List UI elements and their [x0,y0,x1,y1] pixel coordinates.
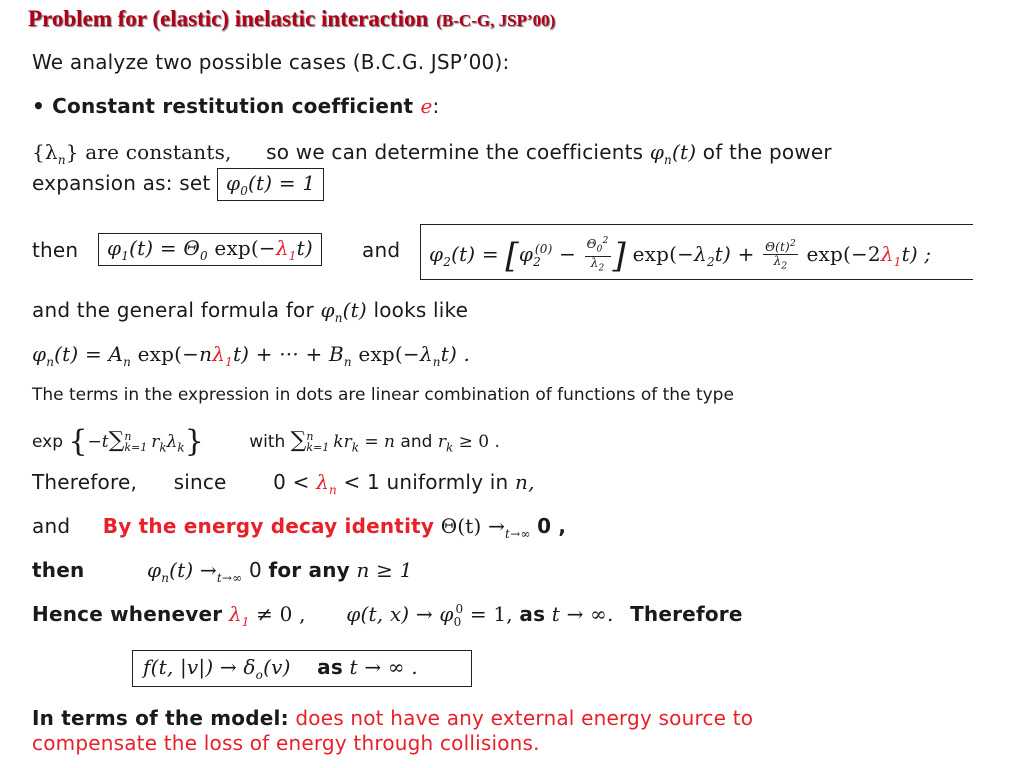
bullet-line [32,94,440,118]
hence-text: Hence whenever [32,602,223,626]
expansion-text: expansion as: set [32,171,211,195]
for-any-text: for any [268,558,350,582]
phi-tx-limit: φ(t, x) → φ [346,602,454,626]
intro-text: We analyze two possible cases (B.C.G. JSP’00): [32,50,510,74]
ineq-right: < 1 uniformly in [343,470,509,494]
phin-limit-line: then $\varphi_n(t) \to_{t\to\infty}$ 0 for any n ≥ 1 [32,558,413,585]
exp-word: exp [32,432,64,452]
therefore-text: Therefore, [32,470,138,494]
t-to-inf: t → ∞. [551,602,614,626]
constants-line [32,140,832,167]
conclusion-line1 [32,706,753,731]
phi-sub: n [664,153,672,167]
phi1-box: $\varphi_1(t) = \Theta_0$ $\exp(-\lambda_1t)$ [98,233,322,266]
phin-lim-sub: t→∞ [216,571,243,585]
theta-limit-sub: t→∞ [505,527,531,541]
rk-condition: ≥ 0 . [458,432,500,452]
phin-lim-arrow: (t) → [169,558,217,582]
final-f: f(t, |v|) → δ [143,655,256,679]
phi0-symbol: φ [225,171,241,195]
power-text: of the power [702,140,832,164]
energy-line [32,514,566,541]
conclusion-lead: In terms of the model: [32,706,289,730]
then-label: then [32,238,79,262]
n-ge-1: n ≥ 1 [356,558,413,582]
lambda-sub: n [57,153,66,167]
theta-limit-end: 0 , [537,514,567,538]
phi0-box [217,168,324,201]
phin-lim-symbol: φ [146,558,162,582]
coefficients-text: so we can determine the coefficients [266,140,644,164]
general-text: and the general formula for [32,298,314,322]
and-text: and [32,514,71,538]
lambda-set-close: } are constants, [65,140,232,164]
final-t-inf: t → ∞ . [349,655,418,679]
lambda1: λ [228,602,242,626]
intro-line [32,50,509,74]
therefore-line: Therefore, since $0 < \lambda_n < 1$ uniformly in n, [32,470,535,497]
conclusion [32,706,753,756]
since-text: since [173,470,227,494]
energy-identity: By the energy decay identity [102,514,435,538]
looks-like-text: looks like [373,298,469,322]
phi2-box [420,224,973,280]
phi-tx-eq: = 1, [469,602,513,626]
final-as: as [317,655,343,679]
phi0-sub: 0 [240,184,249,198]
ineq-lambda: λ [316,470,329,494]
lambda-set-open: {λ [32,140,58,164]
and-label: and [362,238,401,262]
phi2-formula: $\varphi_2(t) = [\varphi_2^{(0)}$ − $\frac{\Theta_0^2}{\lambda_2}$ ] $\exp(-\lambda_2t)$ + $\frac{\Theta(t)^2}{\lambda_2}$ $\exp(-2\lambda_1t)$ ; [429,235,932,276]
final-result-box: f(t, $|v|) \to \delta_o(v)$ as t → ∞ . [132,650,472,687]
general-formula-line [32,298,468,325]
hence-line: Hence whenever $\lambda_1 \ne 0$ , φ(t, $x) \to \varphi_0^0 = 1$, as t → ∞. Therefore [32,602,743,629]
restitution-var: e [420,94,433,118]
phin-lim-zero: 0 [248,558,262,582]
ineq-left: 0 < [273,470,310,494]
then2-text: then [32,558,85,582]
and-word: and [400,432,433,452]
bullet-text: • Constant restitution coefficient [32,94,414,118]
therefore2-text: Therefore [630,602,743,626]
with-word: with [249,432,286,452]
phi-arg: (t) [671,140,697,164]
title-citation: (B-C-G, JSP’00) [436,11,556,30]
slide-title [28,6,555,32]
theta-limit: Θ(t) → [440,514,506,538]
phin-expansion: $\varphi_n(t) = A_n$ $\exp(-n\lambda_1t)$ + ··· + $B_n$ $\exp(-\lambda_nt)$ . [32,342,471,369]
ineq-n: n, [514,470,535,494]
phi0-eq: (t) = 1 [248,171,316,195]
phin-inline: $\varphi_n(t)$ [320,298,367,325]
bullet-colon: : [432,94,440,118]
final-delta-arg: (v) [263,655,291,679]
dots-explanation: The terms in the expression in dots are linear combination of functions of the type [32,385,734,405]
title-main: Problem for (elastic) inelastic interaction [28,6,429,31]
expansion-line [32,168,324,201]
as-text: as [519,602,546,626]
neq-zero: ≠ 0 , [256,602,306,626]
conclusion-red2: compensate the loss of energy through collisions. [32,731,540,755]
conclusion-red1: does not have any external energy source to [295,706,754,730]
exp-sum-line: exp {−t∑ n k=1 $r_k\lambda_k$} with ∑ n k=1 $kr_k = n$ and $r_k \ge 0$ . [32,424,500,459]
phi-symbol: φ [649,140,665,164]
